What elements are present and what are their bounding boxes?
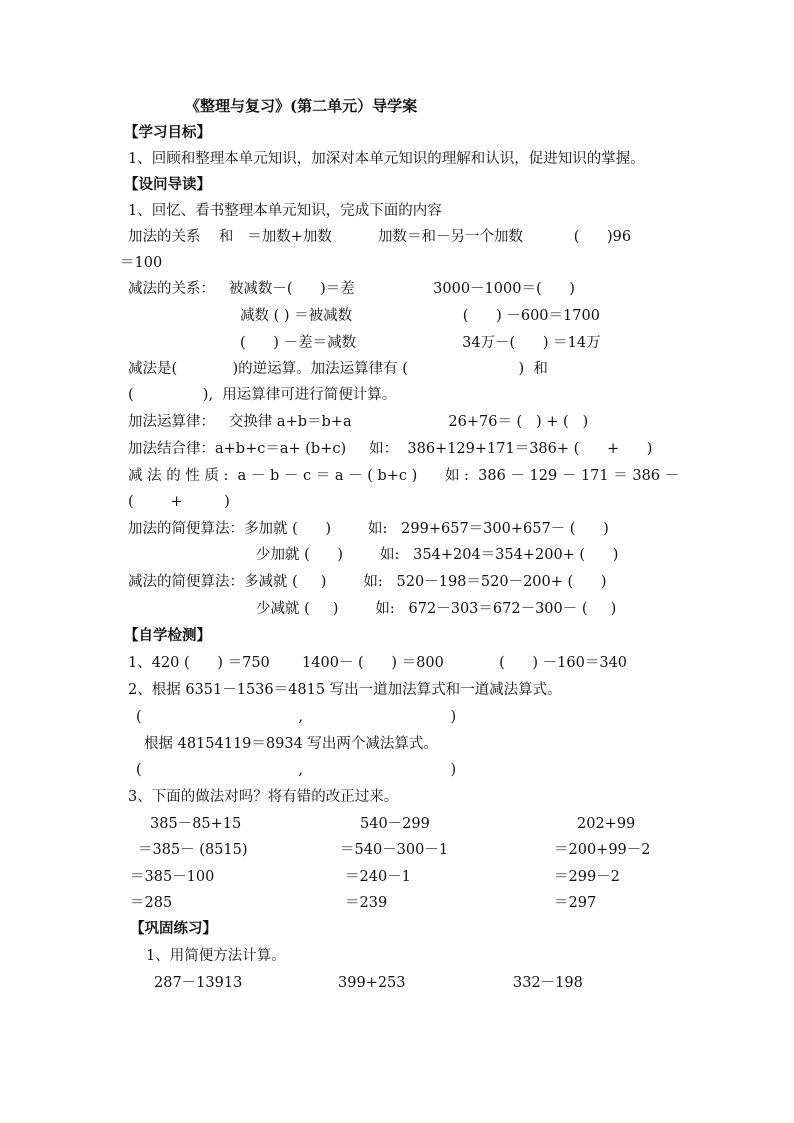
- practice-item-3: 332－198: [513, 975, 583, 991]
- add-relation-cont: ＝100: [120, 255, 163, 271]
- practice-item-2: 399+253: [338, 975, 406, 991]
- calc-col3-line4: ＝297: [554, 895, 597, 911]
- page-title: 《整理与复习》(第二单元）导学案: [185, 97, 418, 115]
- practice-header: 【巩固练习】: [130, 920, 217, 937]
- sub-simple-1: 减法的简便算法：多减就 ( ) 如: 520－198＝520－200+ ( ): [128, 574, 607, 590]
- sub-relation-2: 减数 ( ) ＝被减数 ( ) －600＝1700: [240, 308, 600, 324]
- guide-header: 【设问导读】: [124, 176, 211, 193]
- add-simple-2: 少加就 ( ) 如: 354+204＝354+200+ ( ): [256, 547, 619, 563]
- inverse-1: 减法是( )的逆运算。加法运算律有 ( ) 和: [128, 361, 548, 377]
- calc-col3-line2: ＝200+99－2: [554, 842, 651, 858]
- calc-col1-line1: 385－85+15: [150, 816, 242, 832]
- self-check-q1: 1、420 ( ) ＝750 1400－ ( ) ＝800 ( ) －160＝340: [128, 655, 628, 671]
- calc-col2-line1: 540－299: [360, 816, 430, 832]
- self-check-header: 【自学检测】: [124, 627, 211, 644]
- self-check-q2: 2、根据 6351－1536＝4815 写出一道加法算式和一道减法算式。: [128, 682, 562, 698]
- inverse-2: ( ), 用运算律可进行简便计算。: [128, 387, 397, 403]
- goals-item-1: 1、回顾和整理本单元知识，加深对本单元知识的理解和认识，促进知识的掌握。: [128, 151, 645, 167]
- associative-law: 加法结合律：a+b+c＝a+ (b+c) 如： 386+129+171＝386+ ( + ): [128, 441, 653, 457]
- self-check-q2-blank: ( , ): [136, 709, 457, 725]
- add-relation: 加法的关系 和 ＝加数+加数 加数＝和－另一个加数 ( )96: [128, 229, 632, 245]
- calc-col1-line3: ＝385－100: [130, 869, 215, 885]
- commutative-law: 加法运算律： 交换律 a+b＝b+a 26+76＝ ( ) + ( ): [128, 414, 589, 430]
- sub-property-2: ( + ): [128, 494, 230, 510]
- sub-simple-2: 少减就 ( ) 如: 672－303＝672－300－ ( ): [256, 601, 617, 617]
- calc-col3-line3: ＝299－2: [554, 869, 620, 885]
- sub-property-1: 减 法 的 性 质 : a － b － c ＝ a － ( b+c ) 如 : 386 － 129 － 171 ＝ 386 －: [128, 468, 680, 484]
- sub-relation-3: ( ) －差＝减数 34万－( ) ＝14万: [240, 335, 601, 351]
- guide-intro: 1、回忆、看书整理本单元知识，完成下面的内容: [128, 203, 442, 219]
- calc-col3-line1: 202+99: [577, 816, 636, 832]
- add-simple-1: 加法的简便算法：多加就 ( ) 如: 299+657＝300+657－ ( ): [128, 521, 609, 537]
- calc-col2-line4: ＝239: [345, 895, 388, 911]
- goals-header: 【学习目标】: [124, 124, 211, 141]
- practice-q1: 1、用简便方法计算。: [146, 948, 286, 964]
- self-check-q2b: 根据 48154119＝8934 写出两个减法算式。: [144, 736, 438, 752]
- calc-col1-line4: ＝285: [130, 895, 173, 911]
- self-check-q3: 3、下面的做法对吗？将有错的改正过来。: [128, 789, 399, 805]
- practice-item-1: 287－13913: [154, 975, 243, 991]
- sub-relation-1: 减法的关系： 被减数－( )＝差 3000－1000＝( ): [128, 281, 575, 297]
- calc-col1-line2: ＝385－ (8515): [138, 842, 248, 858]
- calc-col2-line3: ＝240－1: [345, 869, 411, 885]
- self-check-q2b-blank: ( , ): [136, 762, 457, 778]
- calc-col2-line2: ＝540－300－1: [340, 842, 449, 858]
